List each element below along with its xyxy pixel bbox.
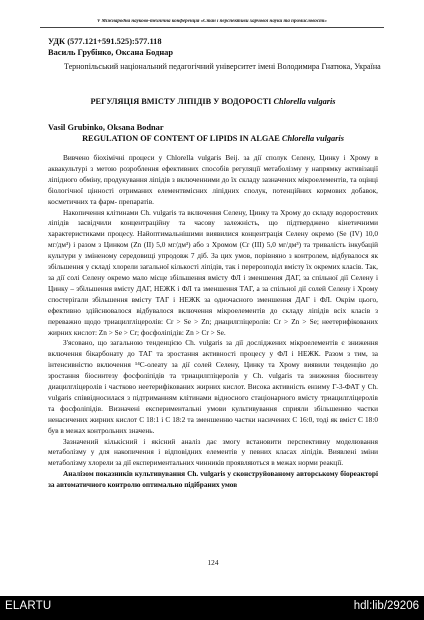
- paragraph-3: З'ясовано, що загальною тенденцією Ch. vulgaris за дії досліджених мікроелементів є зниження включення бікарбонату до ТАГ та зростання активності процесу у ФЛ і НЕЖК. Разом з тим, за інтенсивністю включення ¹⁴C-олеату за дії солей Селену, Цинку та Хрому виявили тенденцію до зростання біосинтезу фосфоліпідів та триацилгліцеролів у Ch. vulgaris та зниження біосинтезу диацилгліцеролів і частково неетерифікованих жирних кислот. Висока активність ензиму Г-3-ФАТ у Ch. vulgaris співвідносилася з підтриманням клітинами відносного стаціонарного вмісту триацилгліцеролів та фосфоліпідів. Визначені експериментальні умови культивування сприяли збільшенню частки ненасичених жирних кислот С 18:1 і С 18:2 та зменшенню частки насичених С 16:0, тоді як вміст С 18:0 був в межах контрольних значень.: [48, 338, 378, 435]
- udc-code: УДК (577.121+591.525):577.118: [48, 37, 162, 46]
- title-ukrainian: [48, 97, 378, 106]
- authors-ukrainian: Василь Грубінко, Оксана Боднар: [48, 48, 174, 57]
- title-ukrainian-species: Chlorella vulgaris: [273, 97, 336, 106]
- header-rule: [40, 27, 384, 28]
- article-body: [48, 153, 378, 491]
- running-head: V Міжнародна науково-технічна конференція «Стан і перспективи харчової науки та промисловості»: [97, 19, 327, 24]
- repository-name: ELARTU: [5, 600, 52, 612]
- paragraph-1: Вивчено біохімічні процеси у Chlorella vulgaris Beij. за дії сполук Селену, Цинку і Хрому в аквакультурі з метою розроблення ефективних способів регуляції метаболізму у напрямку активізації ліпідного обміну, продукування ліпідів з включенними до їх складу зазначених мікроелементів, та оцінці біологічної цінності отриманих елементвмісних ліпідних сполук, потенційних кормових добавок, косметичних та фарм- препаратів.: [48, 153, 378, 206]
- title-english-text: REGULATION OF CONTENT OF LIPIDS IN ALGAE: [82, 134, 280, 143]
- title-english-species: Chlorella vulgaris: [281, 134, 344, 143]
- paragraph-5: Аналізом показників культивування Ch. vulgaris у сконструйованому авторському біореакторі за автоматичного контролю оптимально підібраних умов: [48, 469, 378, 490]
- repository-footer: [0, 596, 424, 620]
- authors-english: Vasil Grubinko, Oksana Bodnar: [48, 123, 164, 132]
- affiliation: Тернопільський національний педагогічний університет імені Володимира Гнатюка, Україна: [64, 62, 381, 71]
- handle-identifier: hdl:lib/29206: [353, 600, 419, 612]
- title-english: [48, 134, 378, 143]
- title-ukrainian-text: РЕГУЛЯЦІЯ ВМІСТУ ЛІПІДІВ У ВОДОРОСТІ: [90, 97, 272, 106]
- paragraph-2: Накопичення клітинами Ch. vulgaris та включення Селену, Цинку та Хрому до складу водоростевих ліпідів засвідчили концентраційну та часову залежність, що підтверджено кінетичними характеристиками процесу. Найоптимальнішими виявилися концентрація Селену окремо (Se (IV) 10,0 мг/дм³) і разом з Цинком (Zn (II) 5,0 мг/дм³) або з Хромом (Cr (III) 5,0 мг/дм³) та тривалість інкубацій культури у зміненому середовищі упродовж 7 діб. За цих умов, порівняно з контролем, відбувалося як збільшення у складі хлорели загальної кількості ліпідів, так і перерозподіл вмісту їх окремих класів. Так, за дії солі Селену окремо мало місце збільшення вмісту ФЛ і зменшення ДАГ, за спільної дії Селену і Цинку – збільшення вмісту ДАГ, НЕЖК і ФЛ та зменшення ТАГ, а за спільної дії солей Селену і Хрому спостерігали збільшення вмісту ТАГ і НЕЖК за одночасного зменшення ДАГ і ФЛ. Окрім цього, ефективно здійснювалося відбувалося включення мікроелементів до складу ліпідів всіх класів з переважно щодо триацилгліцеролів: Cr > Se > Zn; диацилгліцеролів: Cr > Zn > Se; неетерифікованих жирних кислот: Zn > Se > Cr; фосфоліпідів: Zn > Cr > Se.: [48, 207, 378, 337]
- page-number: 124: [207, 558, 219, 567]
- paragraph-4: Зазначений кількісний і якісний аналіз дає змогу встановити перспективну моделювання метаболізму у для накопичення і відповідних елементів у певних класах ліпідів. Виявлені зміни метаболізму хлорели за дії експериментальних чинників проявляються в межах норми реакції.: [48, 436, 378, 468]
